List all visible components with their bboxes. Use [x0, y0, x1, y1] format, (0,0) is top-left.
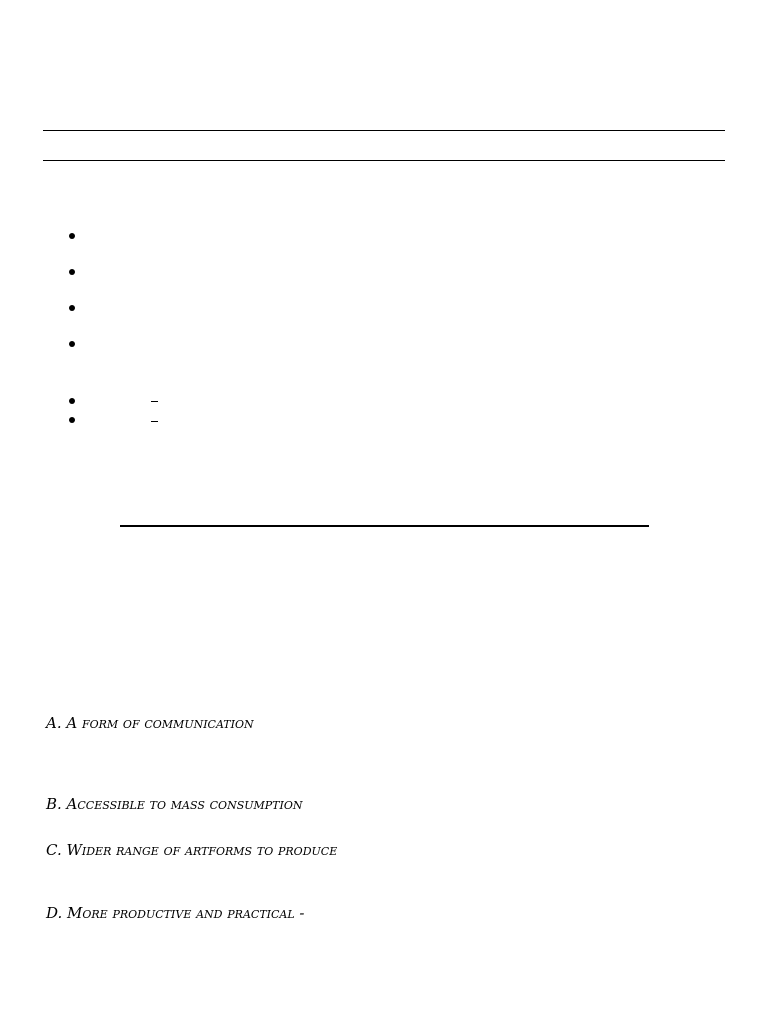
option-c: C. Wider range of artforms to produce	[46, 841, 338, 859]
dash-mark	[151, 401, 158, 402]
option-d: D. More productive and practical -	[46, 904, 305, 922]
answer-underline	[120, 525, 649, 527]
header-rule-bottom	[43, 160, 725, 161]
bullet-point	[69, 233, 75, 239]
bullet-point	[69, 417, 75, 423]
option-a: A. A form of communication	[46, 714, 254, 732]
bullet-point	[69, 398, 75, 404]
bullet-point	[69, 269, 75, 275]
dash-mark	[151, 421, 158, 422]
header-rule-top	[43, 130, 725, 131]
option-b: B. Accessible to mass consumption	[46, 795, 303, 813]
bullet-point	[69, 305, 75, 311]
bullet-point	[69, 341, 75, 347]
